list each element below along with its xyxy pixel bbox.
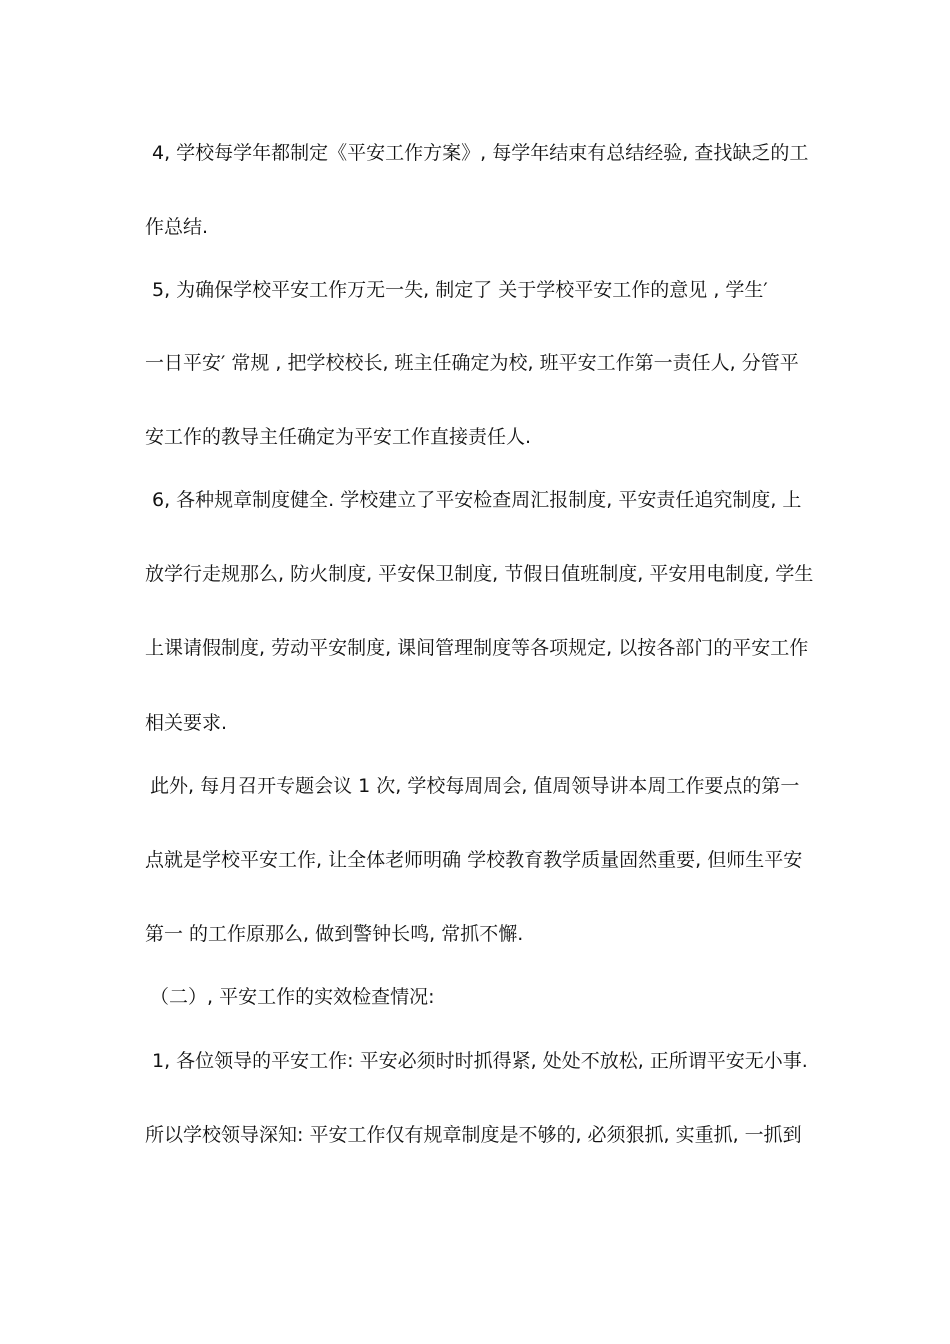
paragraph-line: 此外, 每月召开专题会议 1 次, 学校每周周会, 值周领导讲本周工作要点的第一 xyxy=(150,775,800,797)
paragraph-line: 4, 学校每学年都制定《平安工作方案》, 每学年结束有总结经验, 查找缺乏的工 xyxy=(152,142,809,164)
paragraph-line: 安工作的教导主任确定为平安工作直接责任人. xyxy=(145,426,532,448)
paragraph-line: 6, 各种规章制度健全. 学校建立了平安检查周汇报制度, 平安责任追究制度, 上 xyxy=(152,489,802,511)
paragraph-line: 5, 为确保学校平安工作万无一失, 制定了 关于学校平安工作的意见 , 学生′ xyxy=(152,279,768,301)
paragraph-line: 相关要求. xyxy=(145,712,228,734)
paragraph-line: 放学行走规那么, 防火制度, 平安保卫制度, 节假日值班制度, 平安用电制度, 学生 xyxy=(145,563,814,585)
paragraph-line: 1, 各位领导的平安工作: 平安必须时时抓得紧, 处处不放松, 正所谓平安无小事. xyxy=(152,1050,808,1072)
paragraph-line: 所以学校领导深知: 平安工作仅有规章制度是不够的, 必须狠抓, 实重抓, 一抓到 xyxy=(145,1124,802,1146)
paragraph-line: 上课请假制度, 劳动平安制度, 课间管理制度等各项规定, 以按各部门的平安工作 xyxy=(145,637,809,659)
paragraph-line: 作总结. xyxy=(145,216,209,238)
paragraph-line: 第一 的工作原那么, 做到警钟长鸣, 常抓不懈. xyxy=(145,923,524,945)
paragraph-line: 点就是学校平安工作, 让全体老师明确 学校教育教学质量固然重要, 但师生平安 xyxy=(145,849,803,871)
paragraph-line: 一日平安′ 常规 , 把学校校长, 班主任确定为校, 班平安工作第一责任人, 分管平 xyxy=(145,352,799,374)
section-heading: （二）, 平安工作的实效检查情况: xyxy=(150,986,435,1008)
